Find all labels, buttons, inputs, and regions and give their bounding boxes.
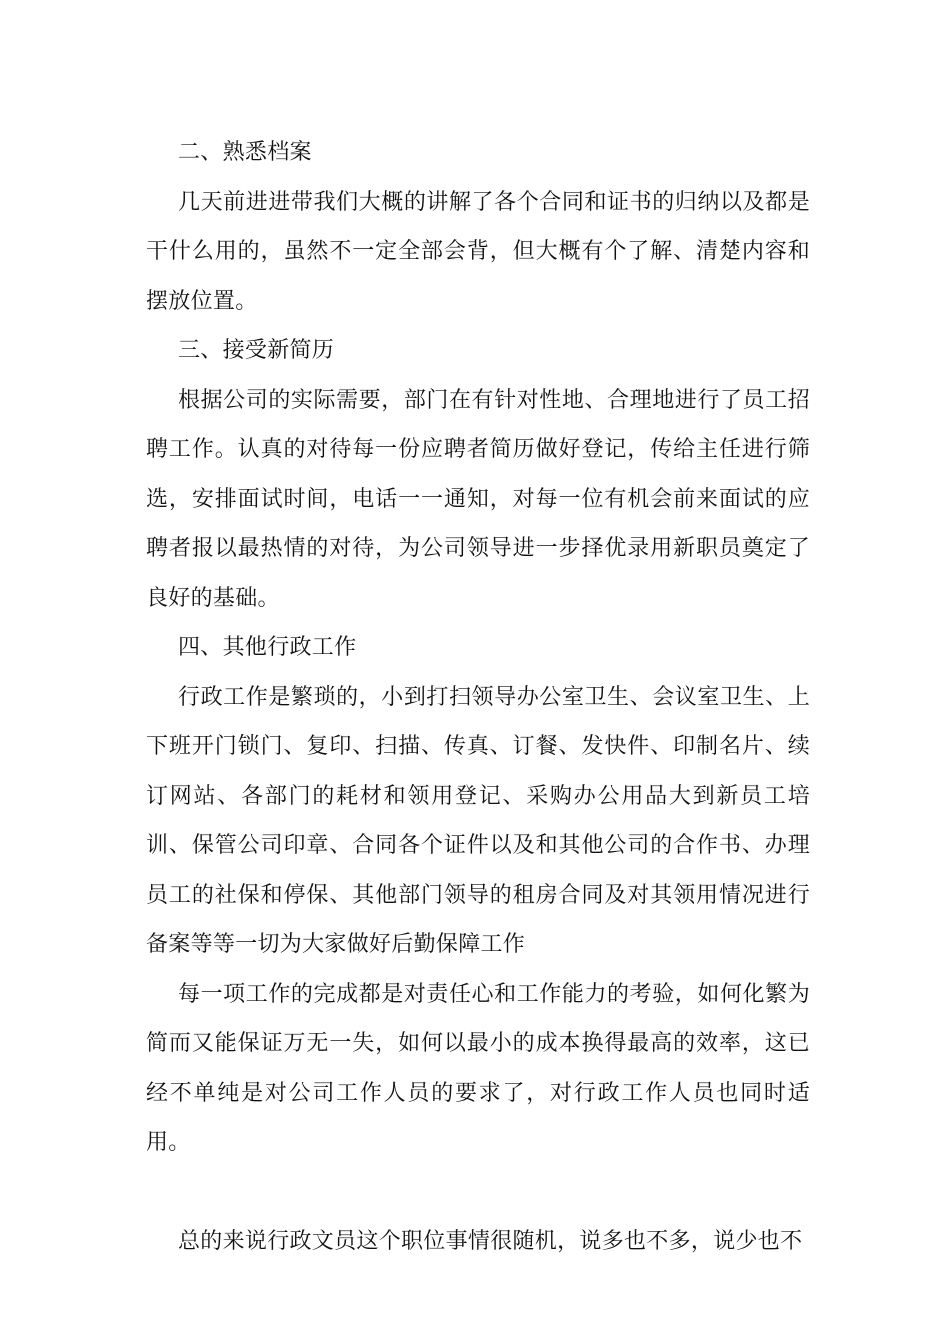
body-paragraph: 几天前进进带我们大概的讲解了各个合同和证书的归纳以及都是干什么用的，虽然不一定全部会背，但大概有个了解、清楚内容和摆放位置。 [146,189,810,314]
document-body [146,128,810,1267]
section-heading: 二、熟悉档案 [178,140,312,165]
closing-paragraph: 总的来说行政文员这个职位事情很随机，说多也不多，说少也不 [178,1229,803,1254]
section-heading: 三、接受新简历 [178,338,335,363]
body-paragraph: 根据公司的实际需要，部门在有针对性地、合理地进行了员工招聘工作。认真的对待每一份应聘者简历做好登记，传给主任进行筛选，安排面试时间，电话一一通知，对每一位有机会前来面试的应聘者报以最热情的对待，为公司领导进一步择优录用新职员奠定了良好的基础。 [146,387,810,611]
body-paragraph: 行政工作是繁琐的，小到打扫领导办公室卫生、会议室卫生、上下班开门锁门、复印、扫描、传真、订餐、发快件、印制名片、续订网站、各部门的耗材和领用登记、采购办公用品大到新员工培训、保管公司印章、合同各个证件以及和其他公司的合作书、办理员工的社保和停保、其他部门领导的租房合同及对其领用情况进行备案等等一切为大家做好后勤保障工作 [146,684,810,957]
section-heading: 四、其他行政工作 [178,635,357,660]
body-paragraph: 每一项工作的完成都是对责任心和工作能力的考验，如何化繁为简而又能保证万无一失，如何以最小的成本换得最高的效率，这已经不单纯是对公司工作人员的要求了，对行政工作人员也同时适用。 [146,981,810,1155]
paragraph-gap [146,1168,810,1218]
